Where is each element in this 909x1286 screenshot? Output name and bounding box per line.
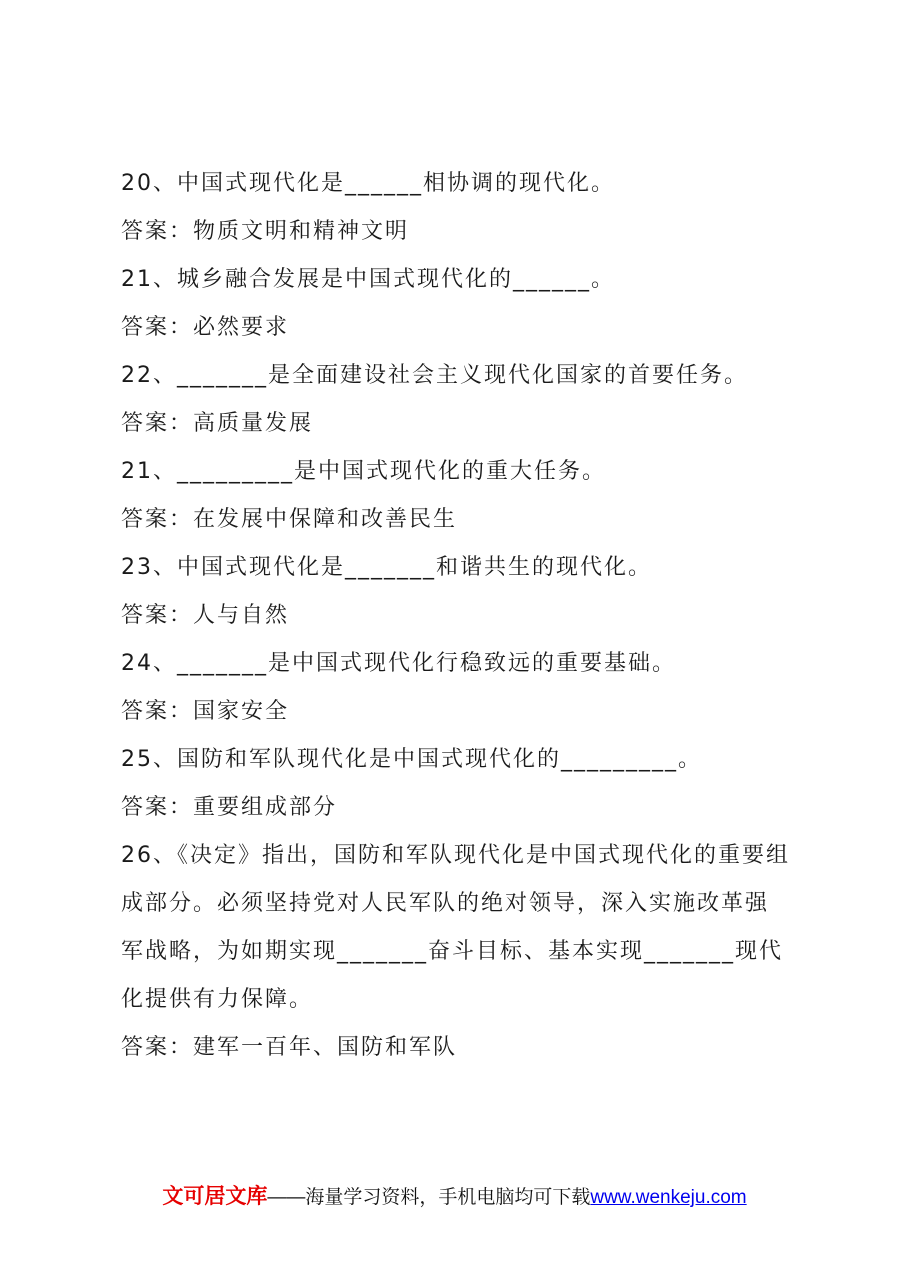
question-23: 23、中国式现代化是_______和谐共生的现代化。 — [121, 555, 652, 580]
footer — [0, 1180, 909, 1210]
footer-brand: 文可居文库 — [162, 1185, 268, 1208]
question-24: 24、_______是中国式现代化行稳致远的重要基础。 — [121, 651, 676, 676]
footer-slogan: ——海量学习资料，手机电脑均可下载 — [267, 1187, 591, 1208]
answer-25: 答案：重要组成部分 — [121, 795, 338, 820]
question-26: 26、《决定》指出，国防和军队现代化是中国式现代化的重要组成部分。必须坚持党对人民军队的绝对领导，深入实施改革强军战略，为如期实现_______奋斗目标、基本实现_______现代化提供有力保障。 — [121, 843, 790, 1012]
answer-21: 答案：必然要求 — [121, 315, 290, 340]
question-21: 21、城乡融合发展是中国式现代化的______。 — [121, 267, 615, 292]
answer-23: 答案：人与自然 — [121, 603, 290, 628]
question-22: 22、_______是全面建设社会主义现代化国家的首要任务。 — [121, 363, 748, 388]
document-body — [121, 160, 791, 1072]
question-21b: 21、_________是中国式现代化的重大任务。 — [121, 459, 606, 484]
question-25: 25、国防和军队现代化是中国式现代化的_________。 — [121, 747, 702, 772]
answer-20: 答案：物质文明和精神文明 — [121, 219, 410, 244]
answer-24: 答案：国家安全 — [121, 699, 290, 724]
footer-site-link[interactable]: www.wenkeju.com — [590, 1187, 747, 1208]
answer-26: 答案：建军一百年、国防和军队 — [121, 1035, 458, 1060]
answer-21b: 答案：在发展中保障和改善民生 — [121, 507, 458, 532]
question-20: 20、中国式现代化是______相协调的现代化。 — [121, 171, 615, 196]
answer-22: 答案：高质量发展 — [121, 411, 314, 436]
